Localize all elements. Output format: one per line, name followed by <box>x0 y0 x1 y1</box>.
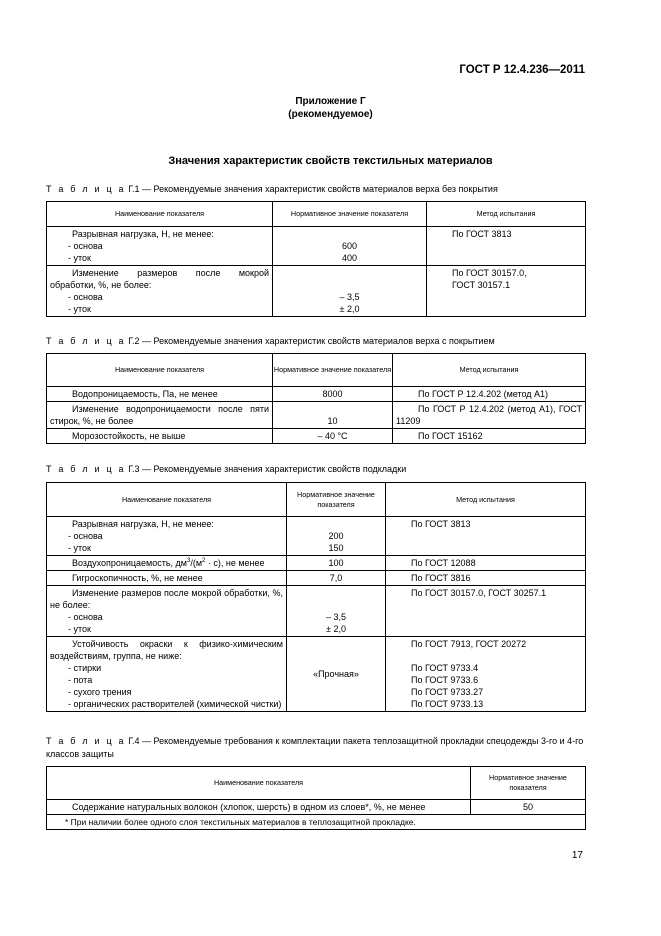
table1-label: Т а б л и ц а <box>46 184 126 194</box>
row-name: Гигроскопичность, %, не менее <box>72 573 203 583</box>
table1-header-name: Наименование показателя <box>47 202 273 227</box>
row-sub: - уток <box>68 253 91 263</box>
row-value: 400 <box>341 253 358 263</box>
row-method: По ГОСТ Р 12.4.202 (метод А1), ГОСТ 11209 <box>396 404 582 426</box>
row-method: По ГОСТ 30157.0, <box>452 268 527 278</box>
page-number: 17 <box>571 850 583 861</box>
row-name: Разрывная нагрузка, Н, не менее: <box>72 229 214 239</box>
table-row <box>47 571 586 586</box>
row-method: По ГОСТ Р 12.4.202 (метод А1) <box>418 389 549 399</box>
row-sub: - органических растворителей (химической чистки) <box>68 699 282 709</box>
table-row <box>47 586 586 637</box>
table3-caption-text: Г.3 — Рекомендуемые значения характеристик свойств подкладки <box>128 464 407 474</box>
table4-caption-text: Г.4 — Рекомендуемые требования к комплектации пакета теплозащитной прокладки спецодежды 3-го и 4-го классов защиты <box>46 736 584 759</box>
table4-header-value: Нормативное значение показателя <box>471 767 586 800</box>
row-sub: - основа <box>68 241 103 251</box>
row-method: По ГОСТ 9733.4 <box>411 663 479 673</box>
row-value: 7,0 <box>287 571 386 586</box>
row-method: По ГОСТ 9733.6 <box>411 675 479 685</box>
table-row <box>47 402 586 429</box>
row-value: 200 <box>328 531 344 541</box>
row-sub: - сухого трения <box>68 687 132 697</box>
row-sub: - основа <box>68 531 103 541</box>
row-name: Содержание натуральных волокон (хлопок, шерсть) в одном из слоев*, %, не менее <box>72 802 426 812</box>
table4-footnote: * При наличии более одного слоя текстильных материалов в теплозащитной прокладке. <box>47 815 586 830</box>
row-name: Водопроницаемость, Па, не менее <box>72 389 218 399</box>
row-sub: - основа <box>68 292 103 302</box>
table1-header-method: Метод испытания <box>427 202 586 227</box>
table4 <box>46 766 586 830</box>
row-value: 100 <box>287 556 386 571</box>
table-row <box>47 815 586 830</box>
row-value: – 3,5 <box>339 292 360 302</box>
row-sub: - пота <box>68 675 93 685</box>
table-row <box>47 387 586 402</box>
row-value: 150 <box>328 543 344 553</box>
table3-header-value: Нормативное значение показателя <box>287 483 386 517</box>
row-sub: - уток <box>68 624 91 634</box>
table-row <box>47 266 586 317</box>
row-name: Морозостойкость, не выше <box>72 431 186 441</box>
row-method: По ГОСТ 7913, ГОСТ 20272 <box>411 639 527 649</box>
table4-header-name: Наименование показателя <box>47 767 471 800</box>
table-row <box>47 637 586 712</box>
row-value: «Прочная» <box>287 637 386 712</box>
row-name: Разрывная нагрузка, Н, не менее: <box>72 519 214 529</box>
row-method: По ГОСТ 3813 <box>411 519 471 529</box>
table3-caption <box>46 463 586 476</box>
table2-header-name: Наименование показателя <box>47 354 273 387</box>
row-value <box>290 587 382 611</box>
table2-caption-text: Г.2 — Рекомендуемые значения характеристик свойств материалов верха с покрытием <box>128 336 495 346</box>
row-value <box>290 518 382 530</box>
row-sub: - уток <box>68 543 91 553</box>
appendix-heading <box>0 95 661 121</box>
row-value: ± 2,0 <box>326 624 346 634</box>
appendix-title: Приложение Г <box>295 96 366 107</box>
table1-caption-text: Г.1 — Рекомендуемые значения характеристик свойств материалов верха без покрытия <box>128 184 498 194</box>
row-value: ± 2,0 <box>339 304 360 314</box>
row-value: – 3,5 <box>325 612 347 622</box>
row-sub: - уток <box>68 304 91 314</box>
row-method: По ГОСТ 30157.0, ГОСТ 30257.1 <box>411 588 547 598</box>
table2-caption <box>46 335 586 348</box>
table3 <box>46 482 586 712</box>
table-row <box>47 556 586 571</box>
table2 <box>46 353 586 444</box>
row-name: Изменение размеров после мокрой обработки, %, не более: <box>50 588 283 610</box>
table1-header-value: Нормативное значение показателя <box>273 202 427 227</box>
row-method: ГОСТ 30157.1 <box>452 280 511 290</box>
appendix-subtitle: (рекомендуемое) <box>288 109 373 120</box>
standard-header: ГОСТ Р 12.4.236—2011 <box>459 64 585 76</box>
table3-header-method: Метод испытания <box>386 483 586 517</box>
row-method: По ГОСТ 12088 <box>411 558 476 568</box>
table4-label: Т а б л и ц а <box>46 736 126 746</box>
table2-header-value: Нормативное значение показателя <box>273 354 393 387</box>
table3-label: Т а б л и ц а <box>46 464 126 474</box>
row-method: По ГОСТ 9733.13 <box>411 699 484 709</box>
row-method: По ГОСТ 15162 <box>418 431 483 441</box>
row-value: 8000 <box>273 387 393 402</box>
table1-caption <box>46 183 586 196</box>
row-value: – 40 °С <box>273 429 393 444</box>
table-row <box>47 227 586 266</box>
row-value: 10 <box>273 402 393 429</box>
row-value: 600 <box>341 241 358 251</box>
row-name: Изменение размеров после мокрой обработки, %, не более: <box>50 268 269 290</box>
row-value <box>276 279 423 291</box>
table-row <box>47 429 586 444</box>
row-sub: - основа <box>68 612 103 622</box>
row-name: Изменение водопроницаемости после пяти стирок, %, не более <box>50 404 269 426</box>
row-name: Устойчивость окраски к физико-химическим воздействиям, группа, не ниже: <box>50 639 283 661</box>
row-method: По ГОСТ 3816 <box>411 573 471 583</box>
table-row <box>47 517 586 556</box>
row-method: По ГОСТ 9733.27 <box>411 687 484 697</box>
row-value: 50 <box>471 800 586 815</box>
row-value <box>276 228 423 240</box>
table-row <box>47 800 586 815</box>
table2-label: Т а б л и ц а <box>46 336 126 346</box>
row-name: Воздухопроницаемость, $дм^3/(м^2 \cdot с)$, не менее <box>72 558 265 568</box>
row-value <box>276 267 423 279</box>
page-title: Значения характеристик свойств текстильных материалов <box>168 155 493 167</box>
table1 <box>46 201 586 317</box>
row-method: По ГОСТ 3813 <box>452 229 512 239</box>
table3-header-name: Наименование показателя <box>47 483 287 517</box>
row-sub: - стирки <box>68 663 102 673</box>
table2-header-method: Метод испытания <box>393 354 586 387</box>
table4-caption <box>46 735 586 761</box>
